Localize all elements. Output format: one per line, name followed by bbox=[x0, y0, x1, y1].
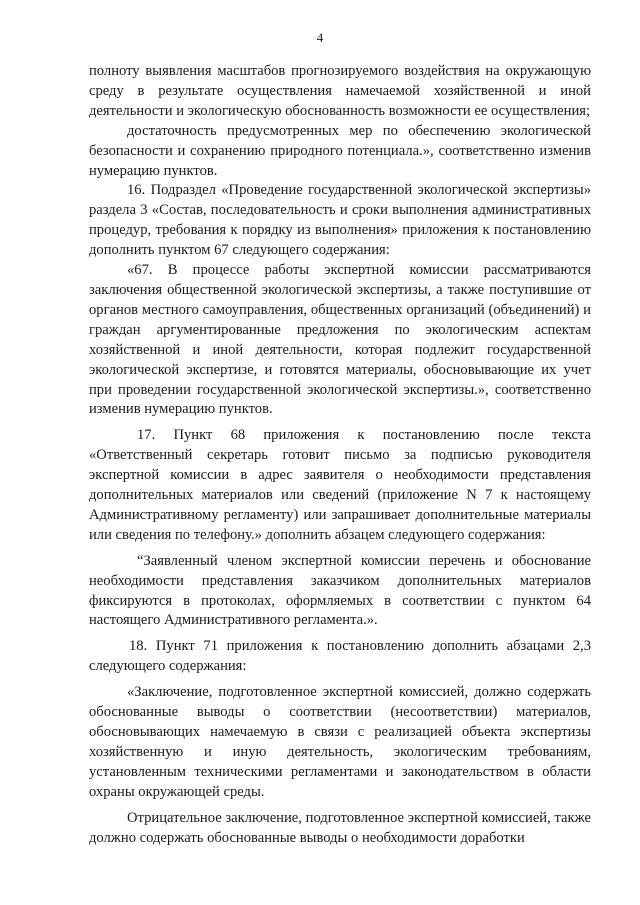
paragraph-impact-assessment: полноту выявления масштабов прогнозируемого воздействия на окружающую среду в результате осуществления намечаемой хозяйственной и иной деятельности и экологическую обоснованность возможности ее осуществления; bbox=[89, 63, 591, 119]
paragraph-point-67: «67. В процессе работы экспертной комиссии рассматриваются заключения общественной экологической экспертизы, а также поступившие от органов местного самоуправления, общественных организаций (объединений) и граждан аргументированные предложения по экологическим аспектам хозяйственной и иной деятельности, которая подлежит государственной экологической экспертизе, и готовятся материалы, обосновывающие их учет при проведении государственной экологической экспертизы.», соответственно изменив нумерацию пунктов. bbox=[89, 262, 591, 418]
page-number: 4 bbox=[316, 30, 324, 45]
paragraph-item-18: 18. Пункт 71 приложения к постановлению дополнить абзацами 2,3 следующего содержания: bbox=[89, 638, 591, 675]
document-body bbox=[89, 62, 591, 848]
paragraph-item-16: 16. Подраздел «Проведение государственной экологической экспертизы» раздела 3 «Состав, последовательность и сроки выполнения административных процедур, требования к порядку из выполнения» приложения к постановлению дополнить пунктом 67 следующего содержания: bbox=[89, 182, 591, 259]
paragraph-conclusion: «Заключение, подготовленное экспертной комиссией, должно содержать обоснованные выводы о соответствии (несоответствии) материалов, обосновывающих намечаемую в связи с реализацией объекта экспертизы хозяйственную и иную деятельность, экологическим требованиям, установленным техническими регламентами и законодательством в области охраны окружающей среды. bbox=[89, 684, 591, 800]
paragraph-item-17: 17. Пункт 68 приложения к постановлению после текста «Ответственный секретарь готовит письмо за подписью руководителя экспертной комиссии в адрес заявителя о необходимости представления дополнительных материалов или сведений (приложение N 7 к настоящему Административному регламенту) или запрашивает дополнительные материалы или сведения по телефону.» дополнить абзацем следующего содержания: bbox=[89, 427, 591, 543]
paragraph-negative-conclusion: Отрицательное заключение, подготовленное экспертной комиссией, также должно содержать обоснованные выводы о необходимости доработки bbox=[89, 809, 591, 846]
paragraph-safety-measures: достаточность предусмотренных мер по обеспечению экологической безопасности и сохранению природного потенциала.», соответственно изменив нумерацию пунктов. bbox=[89, 122, 591, 179]
paragraph-commission-list: “Заявленный членом экспертной комиссии перечень и обоснование необходимости представления заказчиком дополнительных материалов фиксируются в протоколах, оформляемых в соответствии с пунктом 64 настоящего Административного регламента.». bbox=[89, 552, 591, 629]
